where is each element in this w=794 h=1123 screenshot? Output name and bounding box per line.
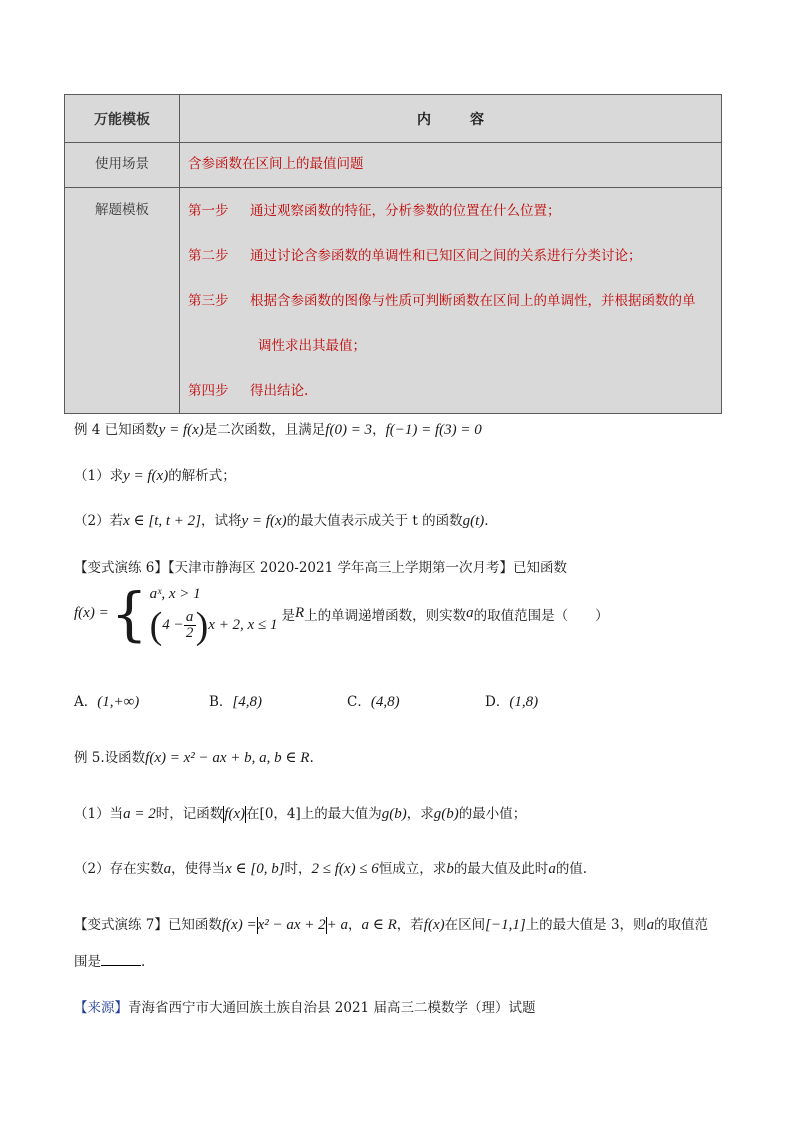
step-4 [188,378,720,400]
example-5-statement: 例 5.设函数f(x) = x² − ax + b, a, b ∈ R. [74,750,314,766]
header-left: 万能模板 [65,95,180,143]
template-table [64,94,722,414]
example-4-q1: （1）求y = f(x)的解析式； [74,468,236,484]
option-d[interactable]: D．(1,8) [485,694,539,710]
answer-blank[interactable] [101,953,141,966]
option-a[interactable]: A．(1,+∞) [74,694,140,710]
option-b[interactable]: B．[4,8) [209,694,263,710]
example-4-q2: （2）若x ∈ [t, t + 2]，试将y = f(x)的最大值表示成关于 t 的函数g(t). [74,513,489,529]
row2-label: 解题模板 [65,188,180,414]
step-text: 通过观察函数的特征，分析参数的位置在什么位置； [250,203,561,219]
example-5-q2: （2）存在实数a，使得当x ∈ [0, b]时，2 ≤ f(x) ≤ 6恒成立，求b的最大值及此时a的值. [74,861,588,877]
variant-7-line2: 围是 . [74,954,146,970]
step-label: 第一步 [188,203,229,219]
source-label: 【来源】 [74,1000,128,1016]
step-text: 得出结论. [250,383,309,399]
step-3 [188,288,720,310]
header-right: 内 容 [180,95,722,143]
step-1 [188,198,720,220]
step-label: 第四步 [188,383,229,399]
row1-label: 使用场景 [65,143,180,188]
source-line [74,996,535,1016]
variant-6-function: f(x) = { aˣ, x > 1 ( 4 − $\frac{a}{2}$ ) x + 2, x ≤ 1 是 R 上的单调递增函数，则实数 a 的取值范围是（ ） [74,579,609,648]
step-label: 第二步 [188,248,229,264]
steps-cell [180,188,722,414]
example-4-statement: 例 4 已知函数y = f(x)是二次函数，且满足f(0) = 3，f(−1) = f(3) = 0 [74,422,482,438]
row1-content: 含参函数在区间上的最值问题 [180,143,722,188]
variant-7-statement: 【变式演练 7】已知函数f(x) =x² − ax + 2+ a，a ∈ R，若f(x)在区间[−1,1]上的最大值是 3，则a的取值范 [74,917,709,933]
step-label: 第三步 [188,293,229,309]
step-3-continuation: 调性求出其最值； [258,338,366,354]
step-2 [188,243,720,265]
variant-6-tag: 【变式演练 6】【天津市静海区 2020-2021 学年高三上学期第一次月考】已知函数 [74,560,567,576]
step-text: 根据含参函数的图像与性质可判断函数在区间上的单调性，并根据函数的单 [250,293,696,309]
step-text: 通过讨论含参函数的单调性和已知区间之间的关系进行分类讨论； [250,248,642,264]
source-text: 青海省西宁市大通回族土族自治县 2021 届高三二模数学（理）试题 [128,1000,536,1016]
example-5-q1: （1）当a = 2时，记函数f(x)在[0，4]上的最大值为g(b)，求g(b)的最小值； [74,806,527,822]
option-c[interactable]: C．(4,8) [347,694,400,710]
